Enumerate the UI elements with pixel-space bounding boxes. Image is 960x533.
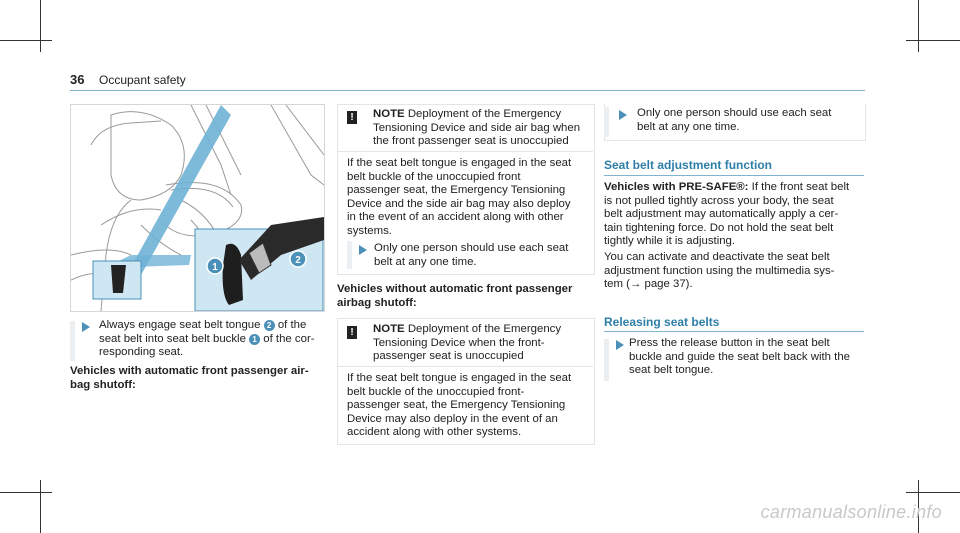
page-section-title: Occupant safety (99, 73, 186, 87)
crop-mark (40, 480, 41, 533)
crop-mark (0, 492, 52, 493)
subheading-line: bag shutoff: (70, 378, 136, 391)
note-body-line: If the seat belt tongue is engaged in the seat (347, 372, 572, 384)
section-title-adjustment: Seat belt adjustment function (604, 158, 773, 172)
bullet-arrow-icon (619, 110, 627, 120)
warning-icon: ! (347, 111, 357, 124)
note-body-line: passenger seat, the Emergency Tensioning (347, 184, 566, 197)
note-body-line: If the seat belt tongue is engaged in the seat (347, 157, 572, 169)
crop-mark (918, 0, 919, 52)
bullet-line: Only one person should use each seat (374, 242, 569, 254)
paragraph-line: adjustment function using the multimedia sys- (604, 264, 835, 277)
page-number: 36 (70, 72, 85, 87)
note-1-bullet (374, 242, 589, 269)
note-heading-line: Tensioning Device and side air bag when (373, 121, 581, 134)
instruction-line: seat belt into seat belt buckle (99, 332, 246, 345)
note-heading-line: Deployment of the Emergency (407, 108, 562, 120)
note-1-body (347, 157, 587, 239)
section-rule (604, 331, 864, 332)
note-2-heading (373, 323, 588, 364)
note-body-line: belt buckle of the unoccupied front- (347, 385, 525, 398)
note-body-line: Device and the side air bag may also deploy (347, 197, 571, 210)
note-body-line: belt buckle of the unoccupied front (347, 170, 521, 183)
adjustment-paragraph (604, 181, 866, 249)
bullet-line: buckle and guide the seat belt back with the (629, 350, 850, 363)
warning-icon: ! (347, 326, 357, 339)
bullet-line: Press the release button in the seat belt (629, 337, 830, 349)
header-rule (70, 90, 865, 91)
note-heading-line: passenger seat is unoccupied (373, 350, 524, 363)
paragraph-line: is not pulled tightly across your body, the seat (604, 194, 834, 207)
note-1-heading (373, 108, 588, 149)
subheading-with-shutoff (70, 365, 330, 392)
note-body-line: passenger seat, the Emergency Tensioning (347, 399, 566, 412)
instruction-bar (604, 107, 609, 137)
instruction-bar (604, 339, 609, 381)
callout-badge-2: 2 (264, 320, 275, 331)
crop-mark (40, 0, 41, 52)
instruction-line: Always engage seat belt tongue (99, 319, 261, 331)
note-heading-line: the front passenger seat is unoccupied (373, 135, 569, 148)
note-body-line: Device may also deploy in the event of an (347, 412, 558, 425)
instruction-line: of the (277, 319, 307, 331)
bullet-line: belt at any one time. (637, 120, 740, 133)
note-body-line: accident along with other systems. (347, 426, 522, 439)
watermark: carmanualsonline.info (760, 502, 942, 522)
note-label: NOTE (373, 108, 405, 120)
adjustment-paragraph-2 (604, 251, 866, 292)
instruction-bar (347, 241, 352, 269)
section-title-releasing: Releasing seat belts (604, 315, 720, 329)
note-divider (337, 366, 593, 367)
paragraph-lead: Vehicles with PRE-SAFE®: (604, 181, 749, 193)
instruction-bar (70, 321, 75, 361)
paragraph-line: belt adjustment may automatically apply a cer- (604, 208, 839, 221)
subheading-line: airbag shutoff: (337, 296, 417, 309)
subheading-line: Vehicles with automatic front passenger air- (70, 365, 309, 377)
bullet-line: Only one person should use each seat (637, 107, 832, 119)
callout-2: 2 (295, 255, 301, 266)
paragraph-line: tain tightening force. Do not hold the seat belt (604, 221, 834, 234)
instruction-line: responding seat. (99, 346, 184, 359)
instruction-line: of the cor- (263, 332, 315, 345)
continued-bullet (637, 107, 857, 134)
page-reference-link[interactable]: tem (→ page 37). (604, 278, 693, 291)
bullet-line: belt at any one time. (374, 255, 477, 268)
paragraph-line: tightly while it is adjusting. (604, 235, 736, 248)
note-heading-line: Tensioning Device when the front- (373, 336, 545, 349)
section-rule (604, 175, 864, 176)
bullet-arrow-icon (616, 340, 624, 350)
callout-1: 1 (212, 262, 218, 273)
subheading-line: Vehicles without automatic front passenger (337, 283, 573, 295)
note-body-line: systems. (347, 224, 392, 237)
callout-badge-1: 1 (249, 334, 260, 345)
note-2-body (347, 372, 587, 440)
bullet-arrow-icon (359, 245, 367, 255)
bullet-line: seat belt tongue. (629, 364, 714, 377)
note-label: NOTE (373, 323, 405, 335)
crop-mark (0, 40, 52, 41)
note-heading-line: Deployment of the Emergency (407, 323, 562, 335)
paragraph-line: If the front seat belt (751, 181, 850, 193)
crop-mark (906, 492, 960, 493)
bullet-arrow-icon (82, 322, 90, 332)
note-body-line: in the event of an accident along with other (347, 211, 564, 224)
releasing-instruction (629, 337, 864, 378)
crop-mark (906, 40, 960, 41)
instruction-text (99, 319, 324, 360)
note-divider (337, 151, 593, 152)
paragraph-line: You can activate and deactivate the seat belt (604, 251, 830, 263)
subheading-without-shutoff (337, 283, 597, 310)
seat-belt-illustration (70, 104, 325, 312)
